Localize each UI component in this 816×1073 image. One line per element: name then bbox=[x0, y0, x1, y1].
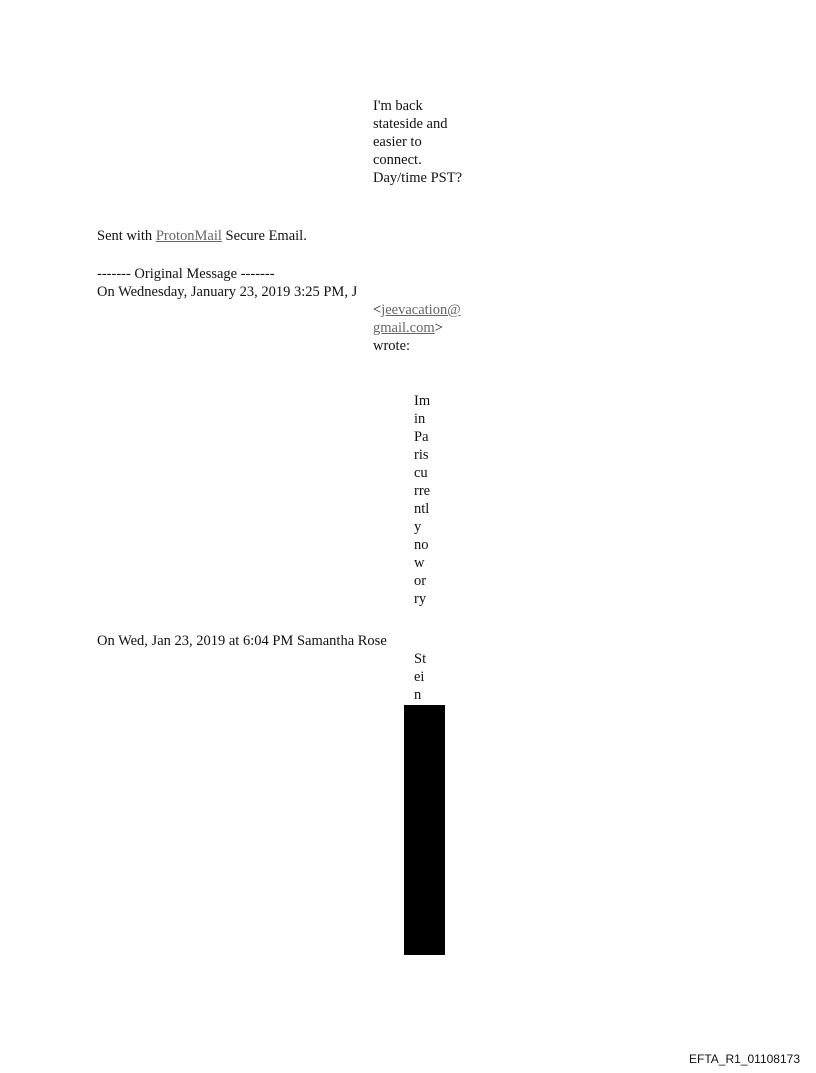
quoted-fragment: no bbox=[414, 537, 429, 553]
quoted-fragment: Pa bbox=[414, 429, 429, 445]
nested-fragment: ei bbox=[414, 669, 425, 685]
sender-email-link-cont[interactable]: gmail.com bbox=[373, 320, 435, 336]
nested-message-header bbox=[97, 632, 387, 650]
separator-text: ------- Original Message ------- bbox=[97, 266, 275, 282]
original-message-separator bbox=[97, 265, 275, 283]
reply-line: Day/time PST? bbox=[373, 170, 463, 186]
reply-line: I'm back bbox=[373, 98, 423, 114]
quoted-message-body bbox=[414, 392, 430, 608]
original-message-header bbox=[97, 283, 357, 301]
reply-body bbox=[373, 97, 462, 187]
signature-suffix: Secure Email. bbox=[221, 228, 307, 244]
document-id bbox=[689, 1050, 800, 1068]
quoted-fragment: ry bbox=[414, 591, 427, 607]
quoted-fragment: w bbox=[414, 555, 425, 571]
quoted-fragment: cu bbox=[414, 465, 428, 481]
quoted-fragment: ris bbox=[414, 447, 429, 463]
email-bracket-open: < bbox=[373, 302, 382, 318]
protonmail-link[interactable]: ProtonMail bbox=[155, 228, 222, 244]
quoted-fragment: y bbox=[414, 519, 422, 535]
quoted-fragment: or bbox=[414, 573, 427, 589]
sender-email-block bbox=[373, 301, 461, 355]
quoted-fragment: in bbox=[414, 411, 426, 427]
sender-email-link[interactable]: jeevacation@ bbox=[381, 302, 461, 318]
quoted-fragment: ntl bbox=[414, 501, 430, 517]
reply-line: easier to bbox=[373, 134, 422, 150]
nested-name-block bbox=[414, 650, 426, 704]
reply-line: connect. bbox=[373, 152, 422, 168]
nested-header-text: On Wed, Jan 23, 2019 at 6:04 PM Samantha Rose bbox=[97, 633, 387, 649]
email-bracket-close: > bbox=[434, 320, 443, 336]
signature bbox=[97, 227, 307, 245]
original-header-text: On Wednesday, January 23, 2019 3:25 PM, J bbox=[97, 284, 358, 300]
document-id-text: EFTA_R1_01108173 bbox=[689, 1052, 800, 1066]
signature-prefix: Sent with bbox=[97, 228, 156, 244]
nested-fragment: St bbox=[414, 651, 427, 667]
wrote-label: wrote: bbox=[373, 338, 411, 354]
nested-fragment: n bbox=[414, 687, 422, 703]
reply-line: stateside and bbox=[373, 116, 448, 132]
redaction-block bbox=[404, 705, 445, 955]
quoted-fragment: Im bbox=[414, 393, 431, 409]
quoted-fragment: rre bbox=[414, 483, 431, 499]
